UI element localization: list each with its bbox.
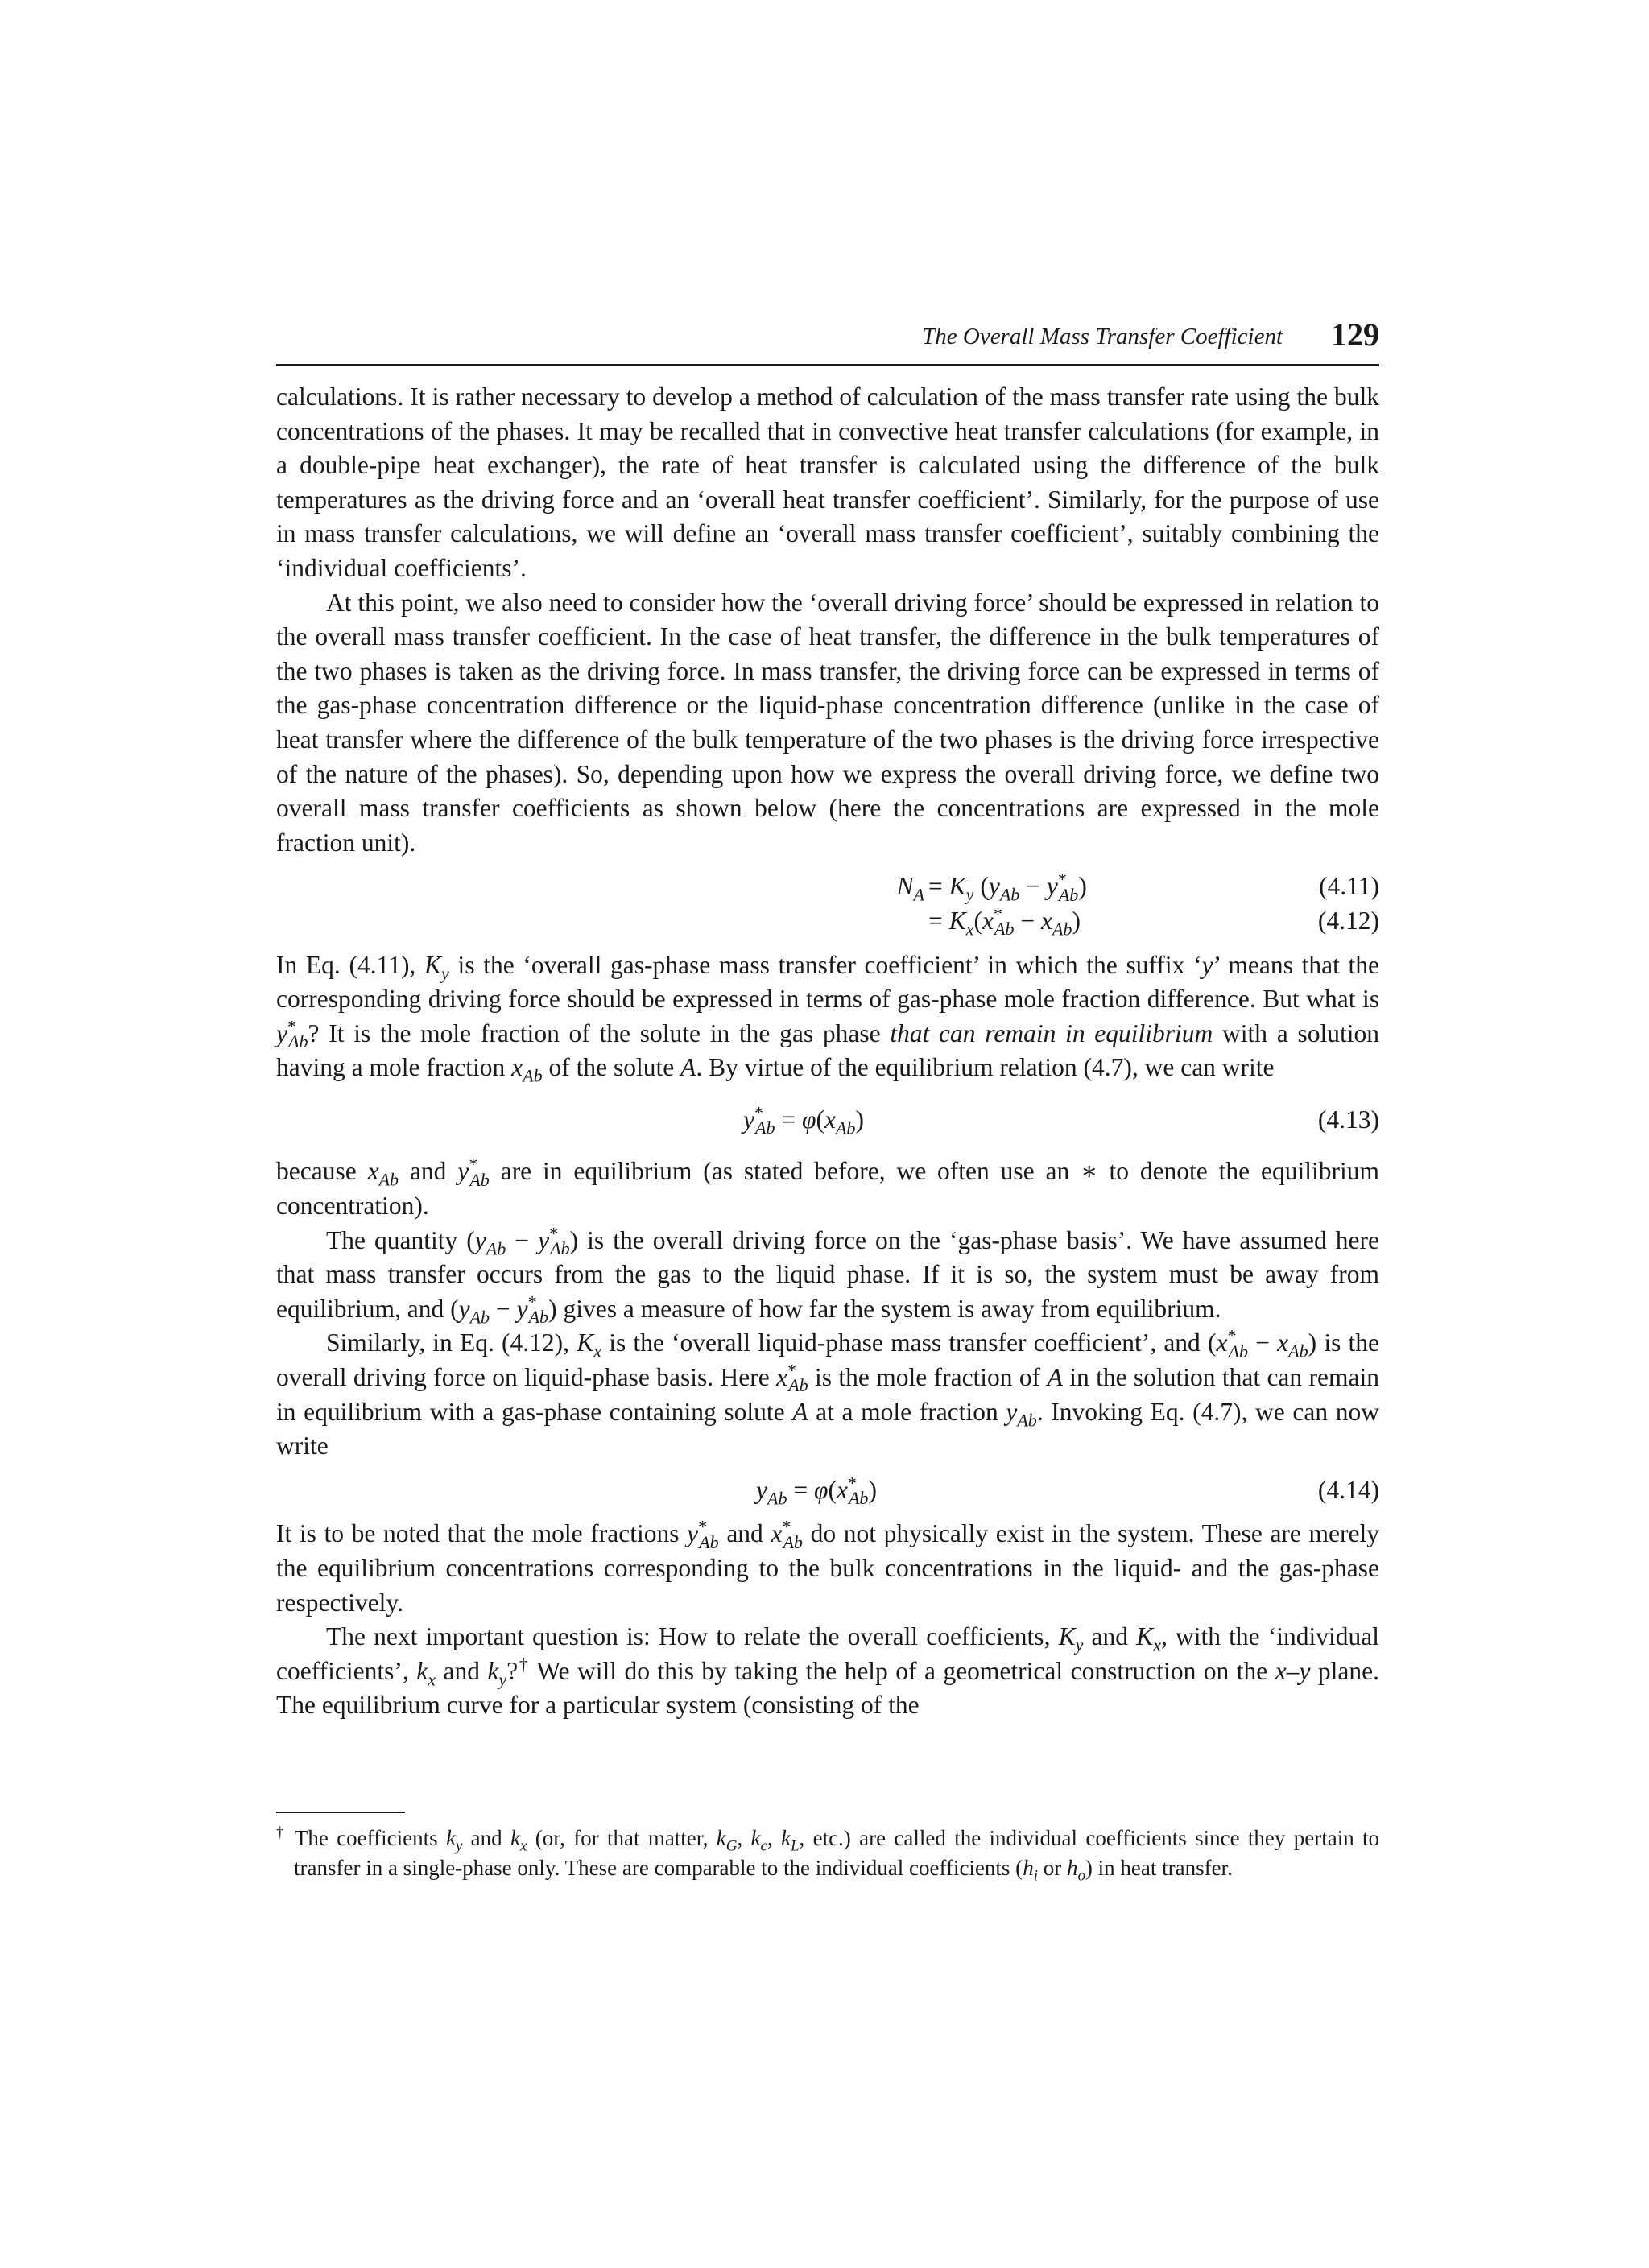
footnote bbox=[276, 1824, 1379, 1883]
equation-number: (4.12) bbox=[1317, 906, 1379, 935]
equation-4-12 bbox=[276, 904, 1379, 939]
footnote-rule bbox=[276, 1812, 405, 1813]
page-number: 129 bbox=[1331, 316, 1379, 353]
equation-number: (4.14) bbox=[1317, 1475, 1379, 1504]
equation-rhs: = $K_y$ $(y_{Ab} - y^*_{Ab})$ bbox=[928, 869, 1087, 905]
equation-4-13 bbox=[276, 1103, 1379, 1138]
equation-4-14 bbox=[276, 1473, 1379, 1508]
paragraph-5: The quantity $(y_{Ab} - y^*_{Ab})$ is the overall driving force on the ‘gas-phase basis’. We have assumed here that mass transfer occurs from the gas to the liquid phase. If it is so, the system must be away from equilibrium, and $(y_{Ab} - y^*_{Ab})$ gives a measure of how far the system is away from equilibrium. bbox=[276, 1223, 1380, 1328]
equation-number: (4.11) bbox=[1319, 872, 1379, 901]
paragraph-1: calculations. It is rather necessary to develop a method of calculation of the mass transfer rate using the bulk concentrations of the phases. It may be recalled that in convective heat transfer calculations (for example, in a double-pipe heat exchanger), the rate of heat transfer is calculated using the difference of the bulk temperatures as the driving force and an ‘overall heat transfer coefficient’. Similarly, for the purpose of use in mass transfer calculations, we will define an ‘overall mass transfer coefficient’, suitably combining the ‘individual coefficients’. bbox=[276, 382, 1379, 582]
paragraph-6: Similarly, in Eq. (4.12), $K_x$ is the ‘overall liquid-phase mass transfer coefficient’, and $(x^*_{Ab} - x_{Ab})$ is the overall driving force on liquid-phase basis. Here $x^*_{Ab}$ is the mole fraction of A in the solution that can remain in equilibrium with a gas-phase containing solute A at a mole fraction $y_{Ab}$. Invoking Eq. (4.7), we can now write bbox=[276, 1325, 1380, 1460]
equation-body: $y_{Ab} = \varphi(x^*_{Ab})$ bbox=[756, 1473, 877, 1509]
equation-4-11 bbox=[276, 870, 1379, 904]
equation-lhs: $N_A$ bbox=[896, 872, 924, 905]
paragraph-2: At this point, we also need to consider how the ‘overall driving force’ should be expressed in relation to the overall mass transfer coefficient. In the case of heat transfer, the difference in the bulk temperatures of the two phases is taken as the driving force. In mass transfer, the driving force can be expressed in terms of the gas-phase concentration difference or the liquid-phase concentration difference (unlike in the case of heat transfer where the difference of the bulk temperature of the two phases is the driving force irrespective of the nature of the phases). So, depending upon how we express the overall driving force, we define two overall mass transfer coefficients as shown below (here the concentrations are expressed in the mole fraction unit). bbox=[276, 588, 1379, 857]
running-title: The Overall Mass Transfer Coefficient bbox=[922, 324, 1283, 349]
paragraph-8: The next important question is: How to relate the overall coefficients, $K_y$ and $K_x$, with the ‘individual coefficients’, $k_x$ and $k_y?^\dagger$ We will do this by taking the help of a geometrical construction on the x–y plane. The equilibrium curve for a particular system (consisting of the bbox=[276, 1622, 1380, 1720]
equation-number: (4.13) bbox=[1317, 1105, 1379, 1134]
body-text bbox=[276, 380, 1379, 1723]
equation-rhs: = $K_x(x^*_{Ab} - x_{Ab})$ bbox=[928, 903, 1081, 940]
paragraph-7: It is to be noted that the mole fractions $y^*_{Ab}$ and $x^*_{Ab}$ do not physically exist in the system. These are merely the equilibrium concentrations corresponding to the bulk concentrations in the liquid- and the gas-phase respectively. bbox=[276, 1516, 1380, 1617]
running-head bbox=[276, 316, 1379, 366]
paragraph-3: In Eq. (4.11), $K_y$ is the ‘overall gas-phase mass transfer coefficient’ in which the suffix ‘y’ means that the corresponding driving force should be expressed in terms of gas-phase mole fraction difference. But what is $y^*_{Ab}$? It is the mole fraction of the solute in the gas phase that can remain in equilibrium with a solution having a mole fraction $x_{Ab}$ of the solute A. By virtue of the equilibrium relation (4.7), we can write bbox=[276, 950, 1380, 1086]
paragraph-4: because $x_{Ab}$ and $y^*_{Ab}$ are in equilibrium (as stated before, we often use an ∗ to denote the equilibrium concentration). bbox=[276, 1154, 1380, 1221]
equation-body: $y^*_{Ab} = \varphi(x_{Ab})$ bbox=[743, 1102, 864, 1138]
footnote-text: † The coefficients $k_y$ and $k_x$ (or, for that matter, $k_G$, $k_c$, $k_L$, etc.) are called the individual coefficients since they pertain to transfer in a single-phase only. These are comparable to the individual coefficients ($h_i$ or $h_o$) in heat transfer. bbox=[276, 1824, 1380, 1885]
